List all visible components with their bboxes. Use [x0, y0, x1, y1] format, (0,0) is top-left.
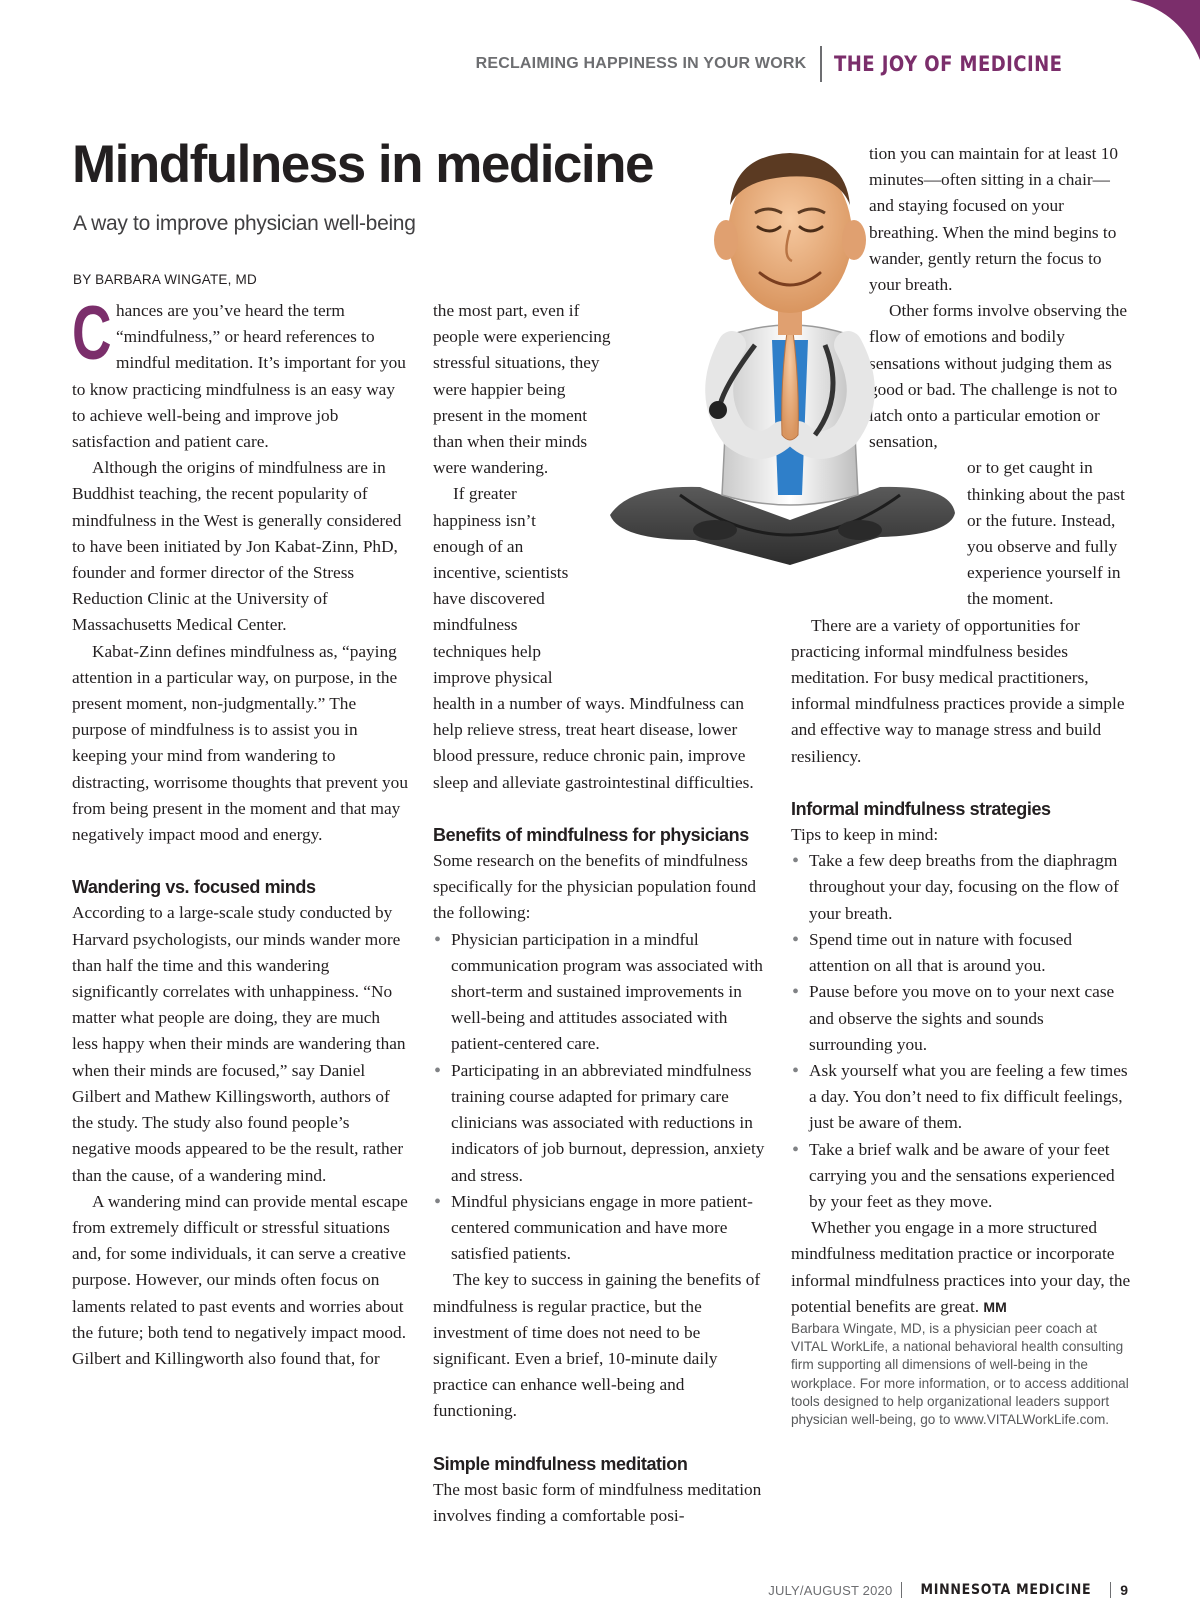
- end-mark: MM: [983, 1298, 1007, 1315]
- paragraph: the most part, even if people were experiencing stressful situations, they were happier being present in the moment than when their minds were wandering.: [433, 301, 611, 478]
- drop-cap: C: [72, 291, 112, 376]
- header-divider: [820, 46, 822, 82]
- paragraph: A wandering mind can provide mental escape from extremely difficult or stressful situations and, for some individuals, it can serve a creative purpose. However, our minds often focus on laments related to past events and worries about the future; both tend to negatively impact mood. Gilbert and Killingworth also found that, for: [72, 1191, 408, 1368]
- issue-date: JULY/AUGUST 2020: [768, 1582, 893, 1598]
- section-label: RECLAIMING HAPPINESS IN YOUR WORK: [475, 55, 807, 72]
- list-item: • Participating in an abbreviated mindfulness training course adapted for primary care clinicians was associated with reductions in indicators of job burnout, depression, anxiety and stress.: [433, 1058, 769, 1189]
- section-brand: THE JOY OF MEDICINE: [834, 52, 1063, 76]
- subheading-informal: Informal mindfulness strategies: [791, 798, 1051, 819]
- paragraph: tion you can maintain for at least 10 minutes—often sitting in a chair—and staying focused on your breathing. When the mind begins to wander, gently return the focus to your breath.: [869, 144, 1119, 295]
- corner-accent: [1130, 0, 1200, 60]
- paragraph: Some research on the benefits of mindfulness specifically for the physician population found the following:: [433, 851, 756, 923]
- list-item: • Take a brief walk and be aware of your feet carrying you and the sensations experienced by your feet as they move.: [791, 1137, 1131, 1216]
- list-item: • Ask yourself what you are feeling a few times a day. You don’t need to fix difficult feelings, just be aware of them.: [791, 1058, 1131, 1137]
- paragraph: Tips to keep in mind:: [791, 825, 939, 845]
- paragraph: The most basic form of mindfulness meditation involves finding a comfortable posi-: [433, 1479, 762, 1525]
- intro-paragraph: [72, 291, 408, 455]
- subheading-meditation: Simple mindfulness meditation: [433, 1453, 688, 1474]
- tips-list: [791, 848, 1131, 1215]
- paragraph: There are a variety of opportunities for practicing informal mindfulness besides meditation. For busy medical practitioners, informal mindfulness practices provide a simple and effective way to manage stress and build resiliency.: [791, 615, 1125, 766]
- list-item: • Mindful physicians engage in more patient-centered communication and have more satisfied patients.: [433, 1189, 769, 1268]
- subheading-benefits: Benefits of mindfulness for physicians: [433, 824, 749, 845]
- paragraph: If greater happiness isn’t enough of an incentive, scientists have discovered mindfulness techniques help improve physical: [433, 484, 569, 687]
- narrow-wrap-2: [433, 481, 588, 691]
- article-subtitle: A way to improve physician well-being: [73, 212, 416, 235]
- paragraph: Other forms involve observing the flow of emotions and bodily sensations without judging them as good or bad. The challenge is not to latch onto a particular emotion or sensation,: [869, 301, 1128, 452]
- article-title: Mindfulness in medicine: [72, 135, 653, 194]
- paragraph: Kabat-Zinn defines mindfulness as, “paying attention in a particular way, on purpose, in the present moment, non-judgmentally.” The purpose of mindfulness is to assist you in keeping your mind from wandering to distracting, worrisome thoughts that prevent you from being present in the moment and that may negatively impact mood and energy.: [72, 641, 408, 845]
- page-header: [476, 46, 1100, 82]
- list-item: • Pause before you move on to your next case and observe the sights and sounds surrounding you.: [791, 979, 1131, 1058]
- page-number: 9: [1120, 1582, 1128, 1598]
- column-1: [72, 291, 408, 1372]
- paragraph: [791, 1215, 1131, 1320]
- col3-narrow-wrap: [967, 455, 1127, 612]
- article-byline: BY BARBARA WINGATE, MD: [73, 272, 257, 287]
- paragraph: According to a large-scale study conducted by Harvard psychologists, our minds wander more than half the time and this wandering significantly correlates with unhappiness. “No matter what people are doing, they are much less happy when their minds are wandering than when their minds are focused,” say Daniel Gilbert and Mathew Killingsworth, authors of the study. The study also found people’s negative moods appeared to be the result, rather than the cause, of a wandering mind.: [72, 903, 406, 1185]
- intro-text: hances are you’ve heard the term “mindfulness,” or heard references to mindful meditation. It’s important for you to know practicing mindfulness is an easy way to achieve well-being and improve job satisfaction and patient care.: [72, 301, 406, 452]
- list-item: • Take a few deep breaths from the diaphragm throughout your day, focusing on the flow of your breath.: [791, 848, 1131, 927]
- closing-text: Whether you engage in a more structured mindfulness meditation practice or incorporate informal mindfulness practices into your day, the potential benefits are great.: [791, 1218, 1131, 1316]
- paragraph: or to get caught in thinking about the past or the future. Instead, you observe and fully experience yourself in the moment.: [967, 458, 1125, 609]
- list-item: • Physician participation in a mindful communication program was associated with short-term and sustained improvements in well-being and attitudes associated with patient-centered care.: [433, 927, 769, 1058]
- footer-divider: [1110, 1582, 1111, 1598]
- magazine-name: MINNESOTA MEDICINE: [920, 1582, 1092, 1598]
- paragraph: The key to success in gaining the benefits of mindfulness is regular practice, but the investment of time does not need to be significant. Even a brief, 10-minute daily practice can enhance well-being and functioning.: [433, 1270, 761, 1421]
- narrow-wrap: [433, 298, 613, 481]
- subheading-wandering: Wandering vs. focused minds: [72, 877, 316, 898]
- author-bio: Barbara Wingate, MD, is a physician peer coach at VITAL WorkLife, a national behavioral health consulting firm supporting all dimensions of well-being in the workplace. For more information, or to access additional tools designed to help organizational leaders support physician well-being, go to www.VITALWorkLife.com.: [791, 1320, 1129, 1427]
- page-footer: [768, 1582, 1128, 1598]
- meditating-doctor-illustration: [610, 135, 960, 595]
- benefits-list: [433, 927, 769, 1268]
- footer-divider: [901, 1582, 902, 1598]
- paragraph: Although the origins of mindfulness are in Buddhist teaching, the recent popularity of mindfulness in the West is generally considered to have been initiated by Jon Kabat-Zinn, PhD, founder and former director of the Stress Reduction Clinic at the University of Massachusetts Medical Center.: [72, 458, 402, 635]
- paragraph: health in a number of ways. Mindfulness can help relieve stress, treat heart disease, lower blood pressure, reduce chronic pain, improve sleep and alleviate gastrointestinal difficulties.: [433, 694, 754, 792]
- list-item: • Spend time out in nature with focused attention on all that is around you.: [791, 927, 1131, 979]
